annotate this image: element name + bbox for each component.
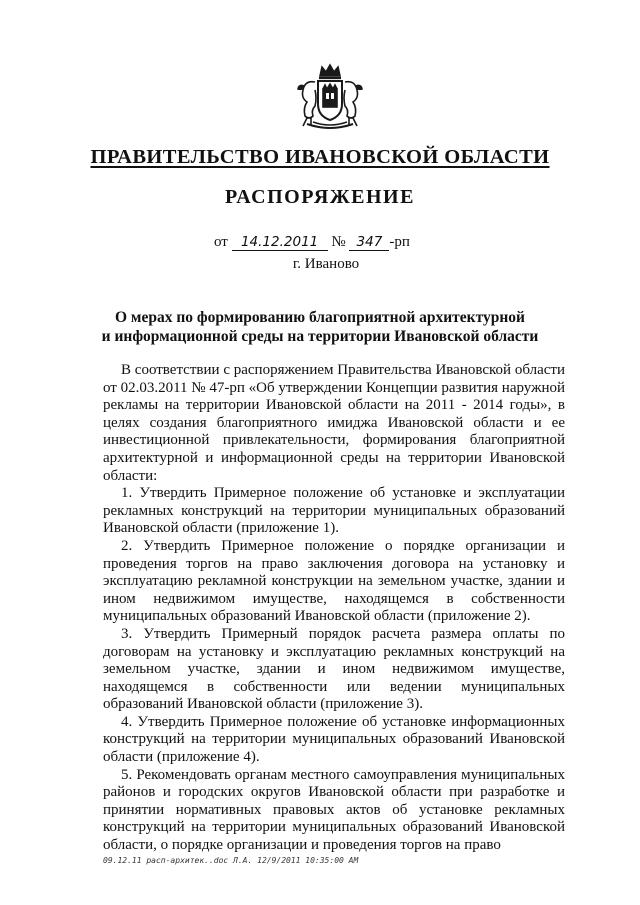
date-field: 14.12.2011 [232, 234, 328, 251]
clause-3: 3. Утвердить Примерный порядок расчета размера оплаты по договорам на установку и эксплуатацию рекламных конструкций на земельном участке, здании и ином недвижимом имуществе, находящемся в собственности или ведении муниципальных образований Ивановской области (приложение 3). [103, 625, 565, 713]
heading-line-1: О мерах по формированию благоприятной архитектурной [114, 309, 525, 326]
city: г. Иваново [292, 256, 360, 272]
organization-title: ПРАВИТЕЛЬСТВО ИВАНОВСКОЙ ОБЛАСТИ [90, 146, 550, 168]
document-body [103, 362, 565, 855]
clause-1: 1. Утвердить Примерное положение об установке и эксплуатации рекламных конструкций на территории муниципальных образований Ивановской области (приложение 1). [103, 485, 565, 537]
number-sign: № [331, 234, 346, 250]
heading-line-2: и информационной среды на территории Ивановской области [101, 328, 539, 345]
coat-of-arms-icon [293, 62, 367, 132]
number-field: 347 [349, 234, 389, 251]
file-info-footer: 09.12.11 расп-архитек..doc Л.А. 12/9/2011 10:35:00 AM [103, 856, 359, 865]
date-prefix: от [214, 234, 228, 250]
dateline [214, 234, 410, 251]
number-suffix: -рп [389, 234, 410, 250]
clause-2: 2. Утвердить Примерное положение о порядке организации и проведения торгов на право заключения договора на установку и эксплуатацию рекламной конструкции на земельном участке, здании и ином недвижимом имуществе, находящемся в собственности муниципальных образований Ивановской области (приложение 2). [103, 537, 565, 625]
document-type: РАСПОРЯЖЕНИЕ [225, 186, 415, 208]
clause-4: 4. Утвердить Примерное положение об установке информационных конструкций на территории муниципальных образований Ивановской области (приложение 4). [103, 713, 565, 766]
document-heading [0, 308, 640, 346]
clause-5: 5. Рекомендовать органам местного самоуправления муниципальных районов и городских округов Ивановской области при разработке и принятии нормативных правовых актов об установке рекламных конструкций на территории муниципальных образований Ивановской области, о порядке организации и проведения торгов на право [103, 766, 565, 854]
preamble-paragraph: В соответствии с распоряжением Правительства Ивановской области от 02.03.2011 № 47-рп «Об утверждении Концепции развития наружной рекламы на территории Ивановской области на 2011 - 2014 годы», в целях создания благоприятного имиджа Ивановской области и ее инвестиционной привлекательности, формирования благоприятной архитектурной и информационной среды на территории Ивановской области: [103, 362, 566, 484]
